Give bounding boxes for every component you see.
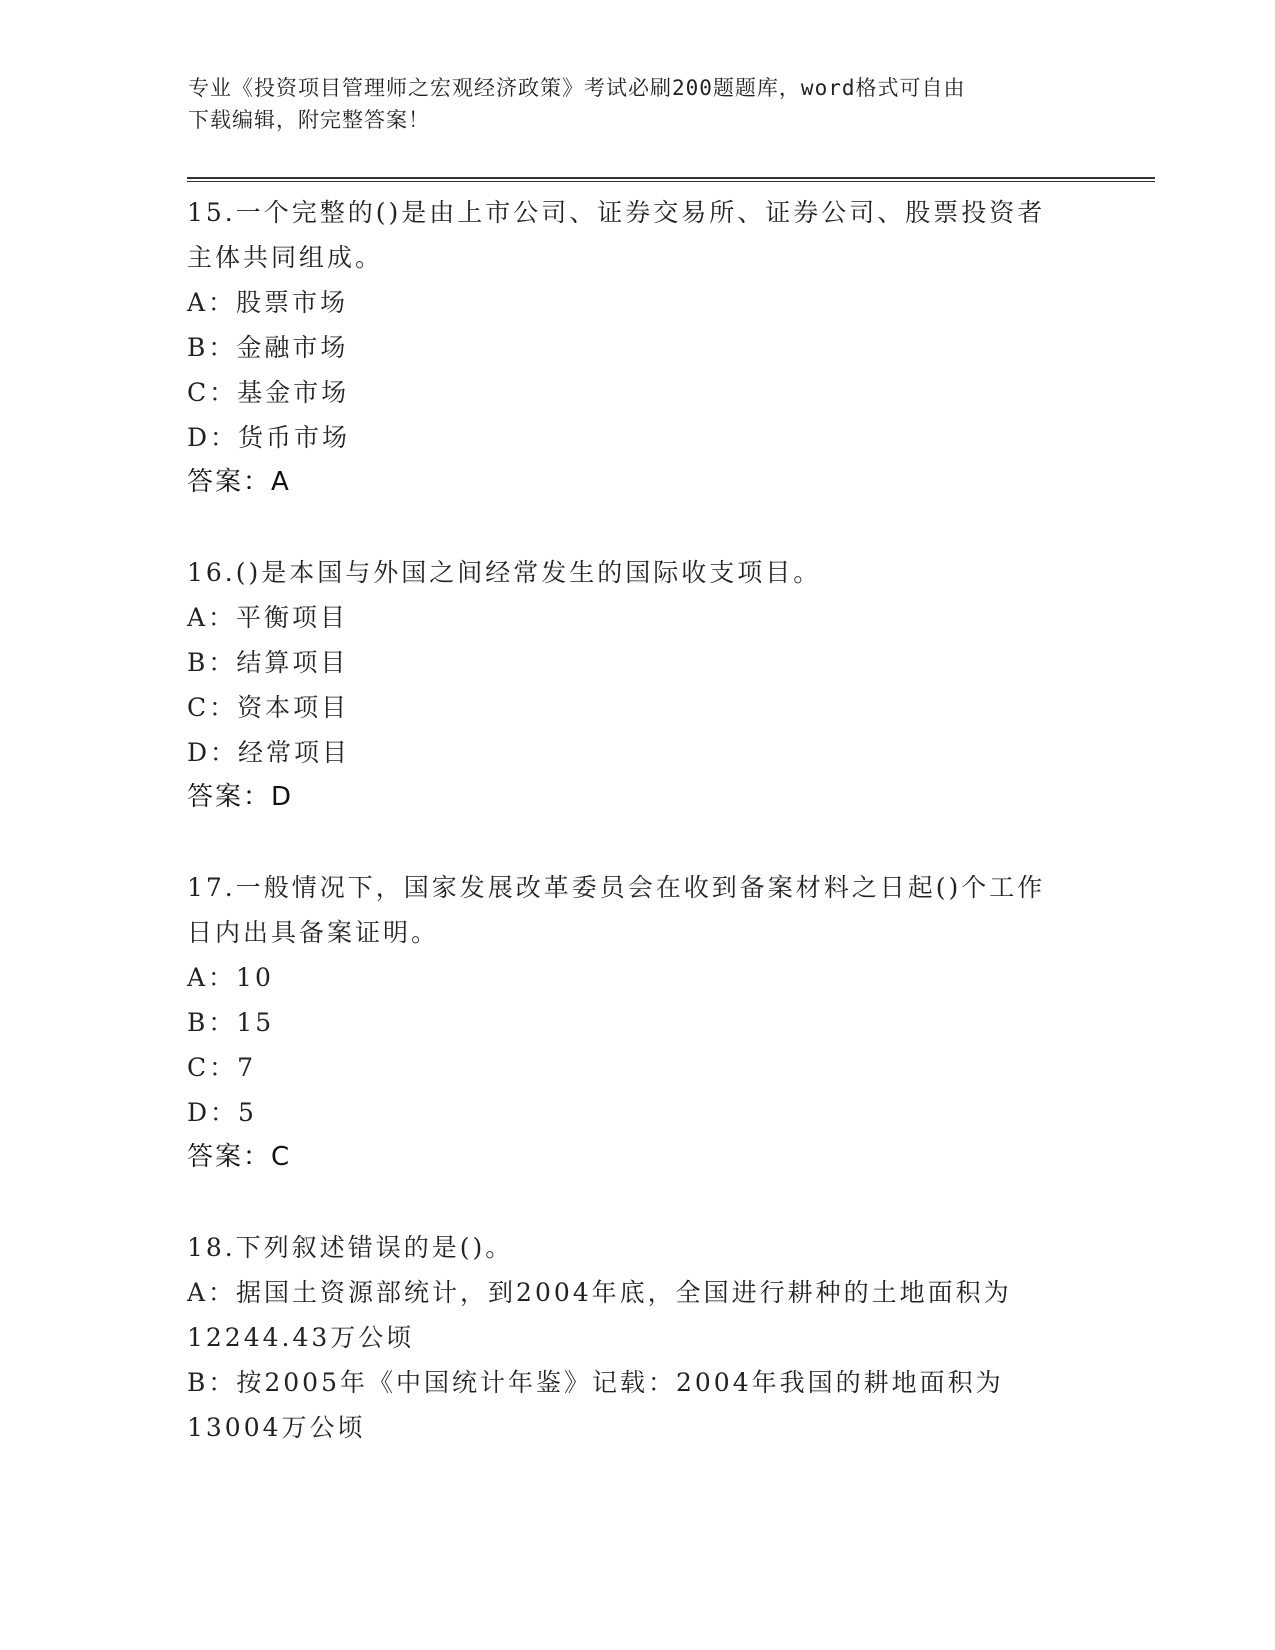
- option-d: D：经常项目: [187, 738, 351, 767]
- answer: 答案：D: [187, 782, 294, 812]
- option-a: A：据国土资源部统计，到2004年底，全国进行耕种的土地面积为: [187, 1278, 1012, 1307]
- header-line-2: 下载编辑，附完整答案！: [188, 108, 430, 132]
- option-a: A：10: [187, 963, 274, 992]
- question-text: 15.一个完整的()是由上市公司、证券交易所、证券公司、股票投资者: [187, 198, 1046, 227]
- question-text-cont: 日内出具备案证明。: [187, 918, 440, 947]
- option-a: A：平衡项目: [187, 603, 349, 632]
- option-b: B：金融市场: [187, 333, 349, 362]
- question-list: [187, 190, 1107, 1495]
- option-c: C：资本项目: [187, 693, 350, 722]
- option-d: D：货币市场: [187, 423, 351, 452]
- question-15: [187, 190, 1107, 505]
- option-d: D：5: [187, 1098, 257, 1127]
- option-b: B：按2005年《中国统计年鉴》记载：2004年我国的耕地面积为: [187, 1368, 1004, 1397]
- header-line-1: 专业《投资项目管理师之宏观经济政策》考试必刷200题题库，word格式可自由: [188, 76, 966, 100]
- document-header: [188, 72, 1088, 136]
- question-18: [187, 1225, 1107, 1450]
- option-a: A：股票市场: [187, 288, 349, 317]
- question-16: [187, 550, 1107, 820]
- option-c: C：基金市场: [187, 378, 350, 407]
- question-text: 18.下列叙述错误的是()。: [187, 1233, 514, 1262]
- header-divider: [187, 177, 1155, 182]
- answer: 答案：A: [187, 467, 291, 497]
- option-b-cont: 13004万公顷: [187, 1413, 366, 1442]
- question-text: 17.一般情况下，国家发展改革委员会在收到备案材料之日起()个工作: [187, 873, 1046, 902]
- question-17: [187, 865, 1107, 1180]
- option-b: B：结算项目: [187, 648, 349, 677]
- option-c: C：7: [187, 1053, 257, 1082]
- question-text-cont: 主体共同组成。: [187, 243, 384, 272]
- option-a-cont: 12244.43万公顷: [187, 1323, 415, 1352]
- answer: 答案：C: [187, 1142, 292, 1172]
- option-b: B：15: [187, 1008, 275, 1037]
- question-text: 16.()是本国与外国之间经常发生的国际收支项目。: [187, 558, 822, 587]
